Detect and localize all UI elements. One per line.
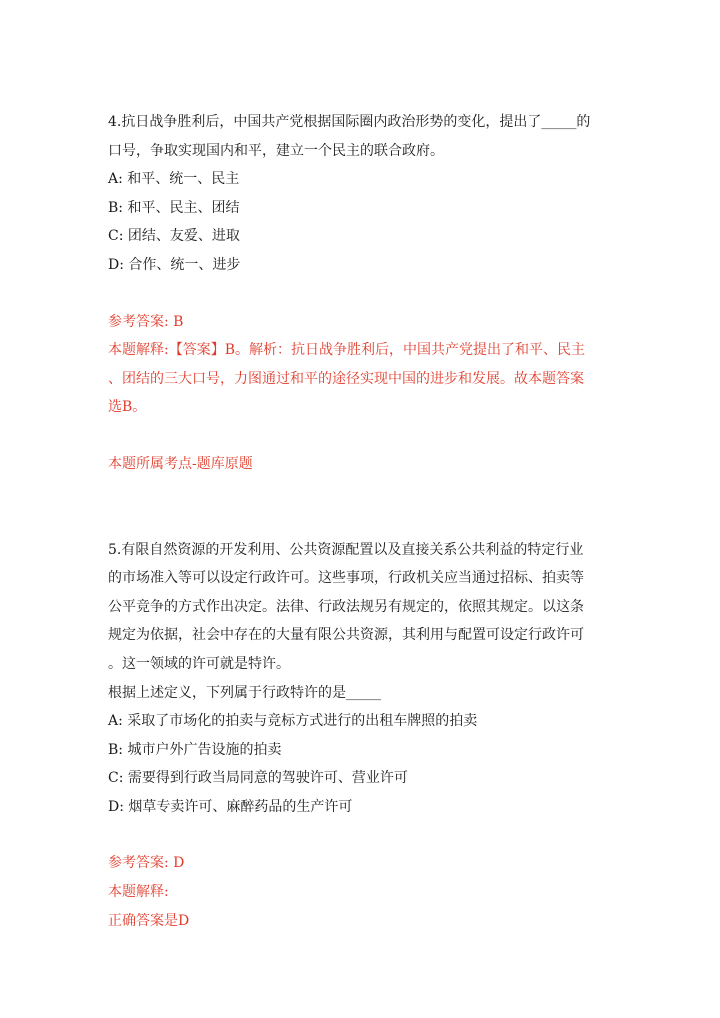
document-page <box>108 108 618 935</box>
question-stem-line: 。这一领域的许可就是特许。 <box>108 655 290 672</box>
question-stem-line: 5.有限自然资源的开发利用、公共资源配置以及直接关系公共利益的特定行业 <box>108 541 584 558</box>
explanation-text: 正确答案是D <box>108 912 190 929</box>
option-c: C: 需要得到行政当局同意的驾驶许可、营业许可 <box>108 770 408 787</box>
question-stem-line: 的市场准入等可以设定行政许可。这些事项，行政机关应当通过招标、拍卖等 <box>108 570 584 587</box>
option-c: C: 团结、友爱、进取 <box>108 228 240 245</box>
question-4 <box>108 108 618 479</box>
answer-label: 参考答案: B <box>108 313 184 330</box>
option-b: B: 城市户外广告设施的拍卖 <box>108 741 282 758</box>
answer-label: 参考答案: D <box>108 855 185 872</box>
option-d: D: 烟草专卖许可、麻醉药品的生产许可 <box>108 798 353 815</box>
question-stem-line: 规定为依据，社会中存在的大量有限公共资源，其利用与配置可设定行政许可 <box>108 627 584 644</box>
explanation-line: 、团结的三大口号，力图通过和平的途径实现中国的进步和发展。故本题答案 <box>108 370 584 387</box>
option-a: A: 采取了市场化的拍卖与竞标方式进行的出租车牌照的拍卖 <box>108 713 478 730</box>
explanation-label: 本题解释: <box>108 884 169 901</box>
question-stem-line: 4.抗日战争胜利后，中国共产党根据国际圈内政治形势的变化，提出了_____的 <box>108 114 591 130</box>
explanation-line: 本题解释:【答案】B。解析：抗日战争胜利后，中国共产党提出了和平、民主 <box>108 342 586 359</box>
option-a: A: 和平、统一、民主 <box>108 171 240 188</box>
question-stem-line: 口号，争取实现国内和平，建立一个民主的联合政府。 <box>108 142 444 159</box>
category-label: 本题所属考点-题库原题 <box>108 455 253 472</box>
explanation-line: 选B。 <box>108 399 147 416</box>
option-b: B: 和平、民主、团结 <box>108 199 240 216</box>
option-d: D: 合作、统一、进步 <box>108 256 241 273</box>
question-5 <box>108 536 618 936</box>
question-prompt: 根据上述定义，下列属于行政特许的是_____ <box>108 684 381 701</box>
question-stem-line: 公平竞争的方式作出决定。法律、行政法规另有规定的，依照其规定。以这条 <box>108 598 584 615</box>
